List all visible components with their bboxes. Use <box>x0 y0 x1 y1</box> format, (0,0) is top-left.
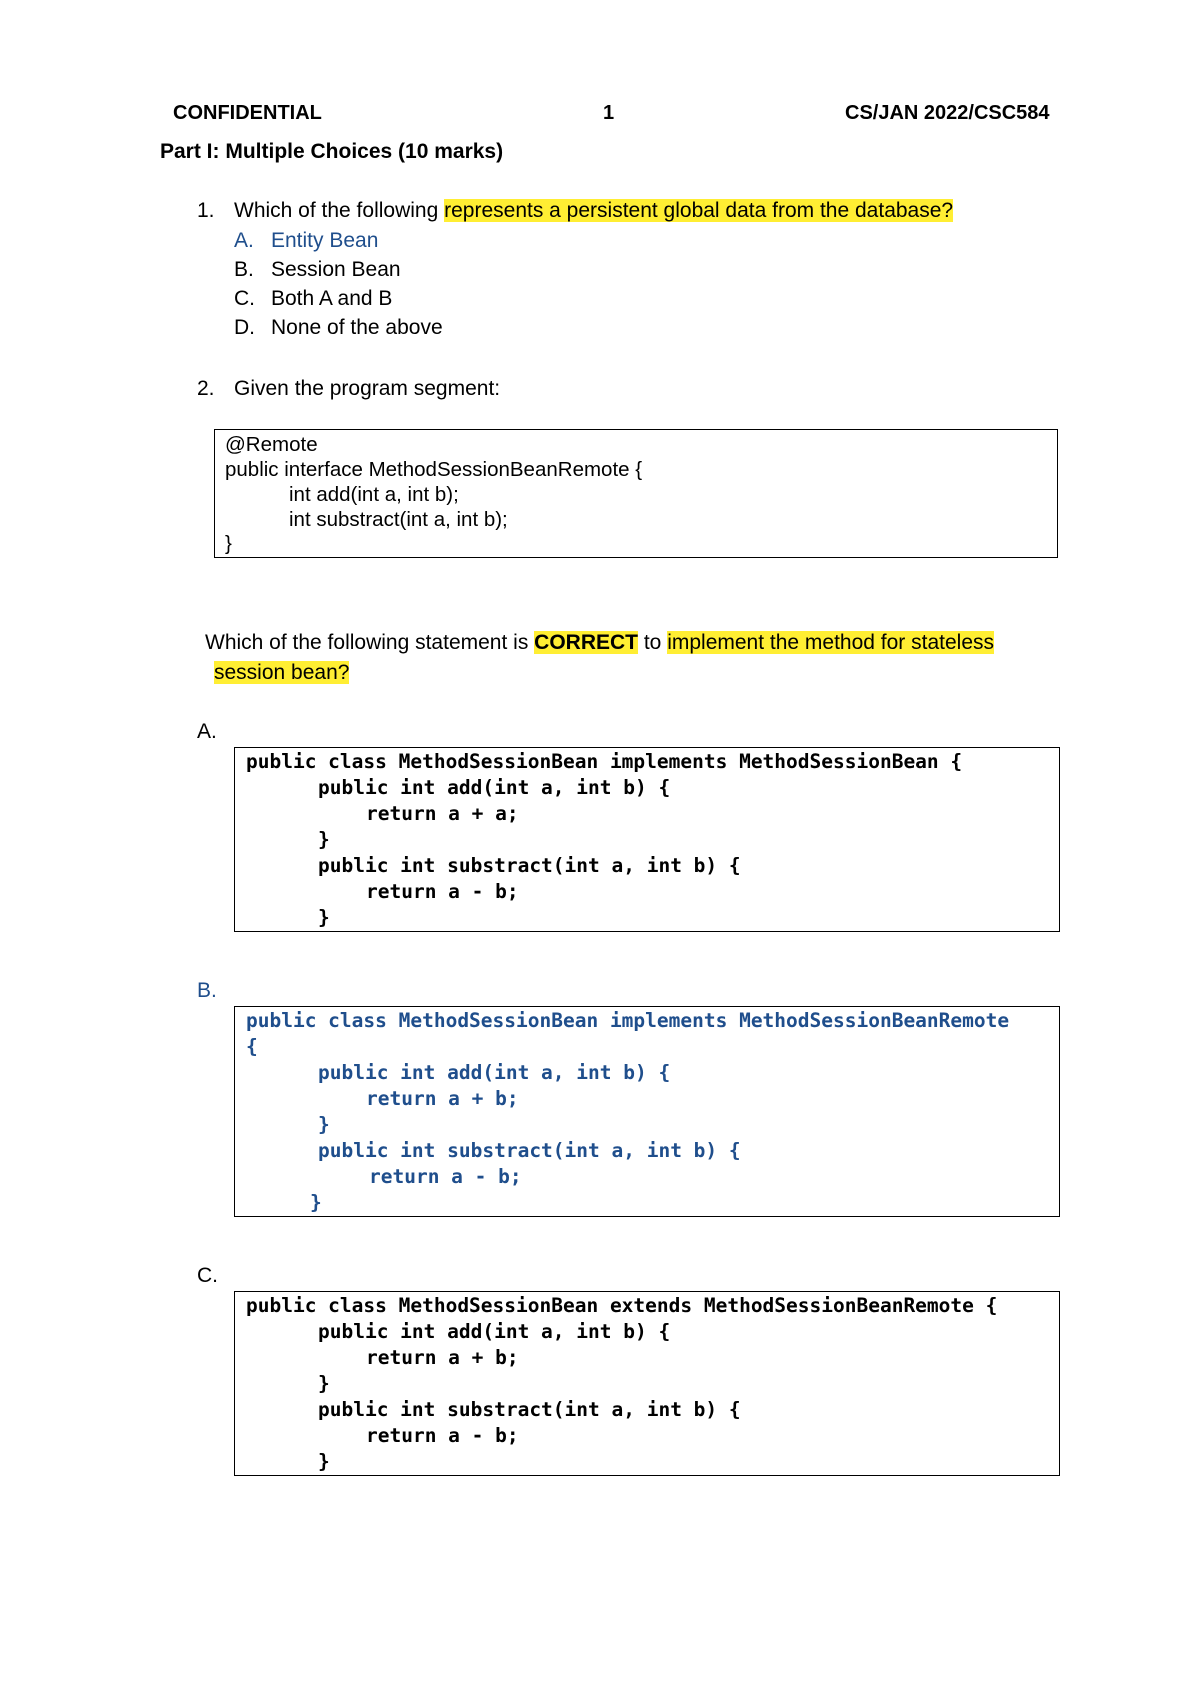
q1-number: 1. <box>197 199 215 222</box>
q1-stem <box>234 198 953 224</box>
q2-question-line-1 <box>205 630 994 656</box>
option-a-code-line-5: public int substract(int a, int b) { <box>318 854 741 877</box>
q1-option-b-text: Session Bean <box>271 258 401 281</box>
option-a-code-line-3: return a + a; <box>366 802 519 825</box>
q1-option-d-text: None of the above <box>271 316 443 339</box>
q2-option-a-label: A. <box>197 720 217 743</box>
q1-option-b-label: B. <box>234 258 254 281</box>
program-segment-box <box>214 429 1058 558</box>
option-b-code-line-1: public class MethodSessionBean implements MethodSessionBeanRemote <box>246 1009 1010 1032</box>
option-a-code-line-1: public class MethodSessionBean implements MethodSessionBean { <box>246 750 963 773</box>
q2-question-highlight-1: implement the method for stateless <box>667 631 995 654</box>
option-c-code-line-2: public int add(int a, int b) { <box>318 1320 671 1343</box>
q2-stem: Given the program segment: <box>234 377 501 400</box>
segment-line-3: int add(int a, int b); <box>289 483 459 506</box>
q2-question-line-2 <box>214 660 349 686</box>
option-b-code-line-7: return a - b; <box>369 1165 522 1188</box>
q1-option-c-text: Both A and B <box>271 287 393 310</box>
option-c-code-line-1: public class MethodSessionBean extends MethodSessionBeanRemote { <box>246 1294 998 1317</box>
option-b-code-line-5: } <box>318 1113 330 1136</box>
q1-option-c-label: C. <box>234 287 255 310</box>
segment-line-1: @Remote <box>225 433 318 456</box>
q1-stem-prefix: Which of the following <box>234 199 445 222</box>
option-a-code-line-6: return a - b; <box>366 880 519 903</box>
option-b-code-line-6: public int substract(int a, int b) { <box>318 1139 741 1162</box>
segment-line-4: int substract(int a, int b); <box>289 508 508 531</box>
q1-option-d-label: D. <box>234 316 255 339</box>
option-c-code-line-4: } <box>318 1372 330 1395</box>
q2-question-bold: CORRECT <box>534 631 638 654</box>
option-c-code-line-5: public int substract(int a, int b) { <box>318 1398 741 1421</box>
q1-option-a-text: Entity Bean <box>271 229 379 252</box>
q1-option-a <box>234 228 254 254</box>
q1-stem-highlight: represents a persistent global data from the database? <box>444 199 954 222</box>
option-c-code-line-6: return a - b; <box>366 1424 519 1447</box>
option-b-code-line-4: return a + b; <box>366 1087 519 1110</box>
q2-option-c-code-box <box>234 1291 1060 1476</box>
segment-line-5: } <box>225 532 232 555</box>
q2-number: 2. <box>197 377 215 400</box>
option-c-code-line-3: return a + b; <box>366 1346 519 1369</box>
option-a-code-line-2: public int add(int a, int b) { <box>318 776 671 799</box>
q2-option-b-label: B. <box>197 979 217 1002</box>
option-b-code-line-3: public int add(int a, int b) { <box>318 1061 671 1084</box>
q1-option-a-label: A. <box>234 229 254 252</box>
part-title: Part I: Multiple Choices (10 marks) <box>160 140 504 163</box>
header-course-code: CS/JAN 2022/CSC584 <box>845 102 1050 124</box>
segment-line-2: public interface MethodSessionBeanRemote { <box>225 458 643 481</box>
option-c-code-line-7: } <box>318 1450 330 1473</box>
q2-question-highlight-2: session bean? <box>214 661 350 684</box>
option-a-code-line-4: } <box>318 828 330 851</box>
header-confidential: CONFIDENTIAL <box>173 102 322 124</box>
q2-question-part1: Which of the following statement is <box>205 631 535 654</box>
option-a-code-line-7: } <box>318 906 330 929</box>
q2-option-c-label: C. <box>197 1264 218 1287</box>
q2-question-part2: to <box>638 631 668 654</box>
q2-option-a-code-box <box>234 747 1060 932</box>
option-b-code-line-2: { <box>246 1035 258 1058</box>
q2-option-b-code-box <box>234 1006 1060 1217</box>
page-number: 1 <box>603 102 615 124</box>
option-b-code-line-8: } <box>310 1191 322 1214</box>
